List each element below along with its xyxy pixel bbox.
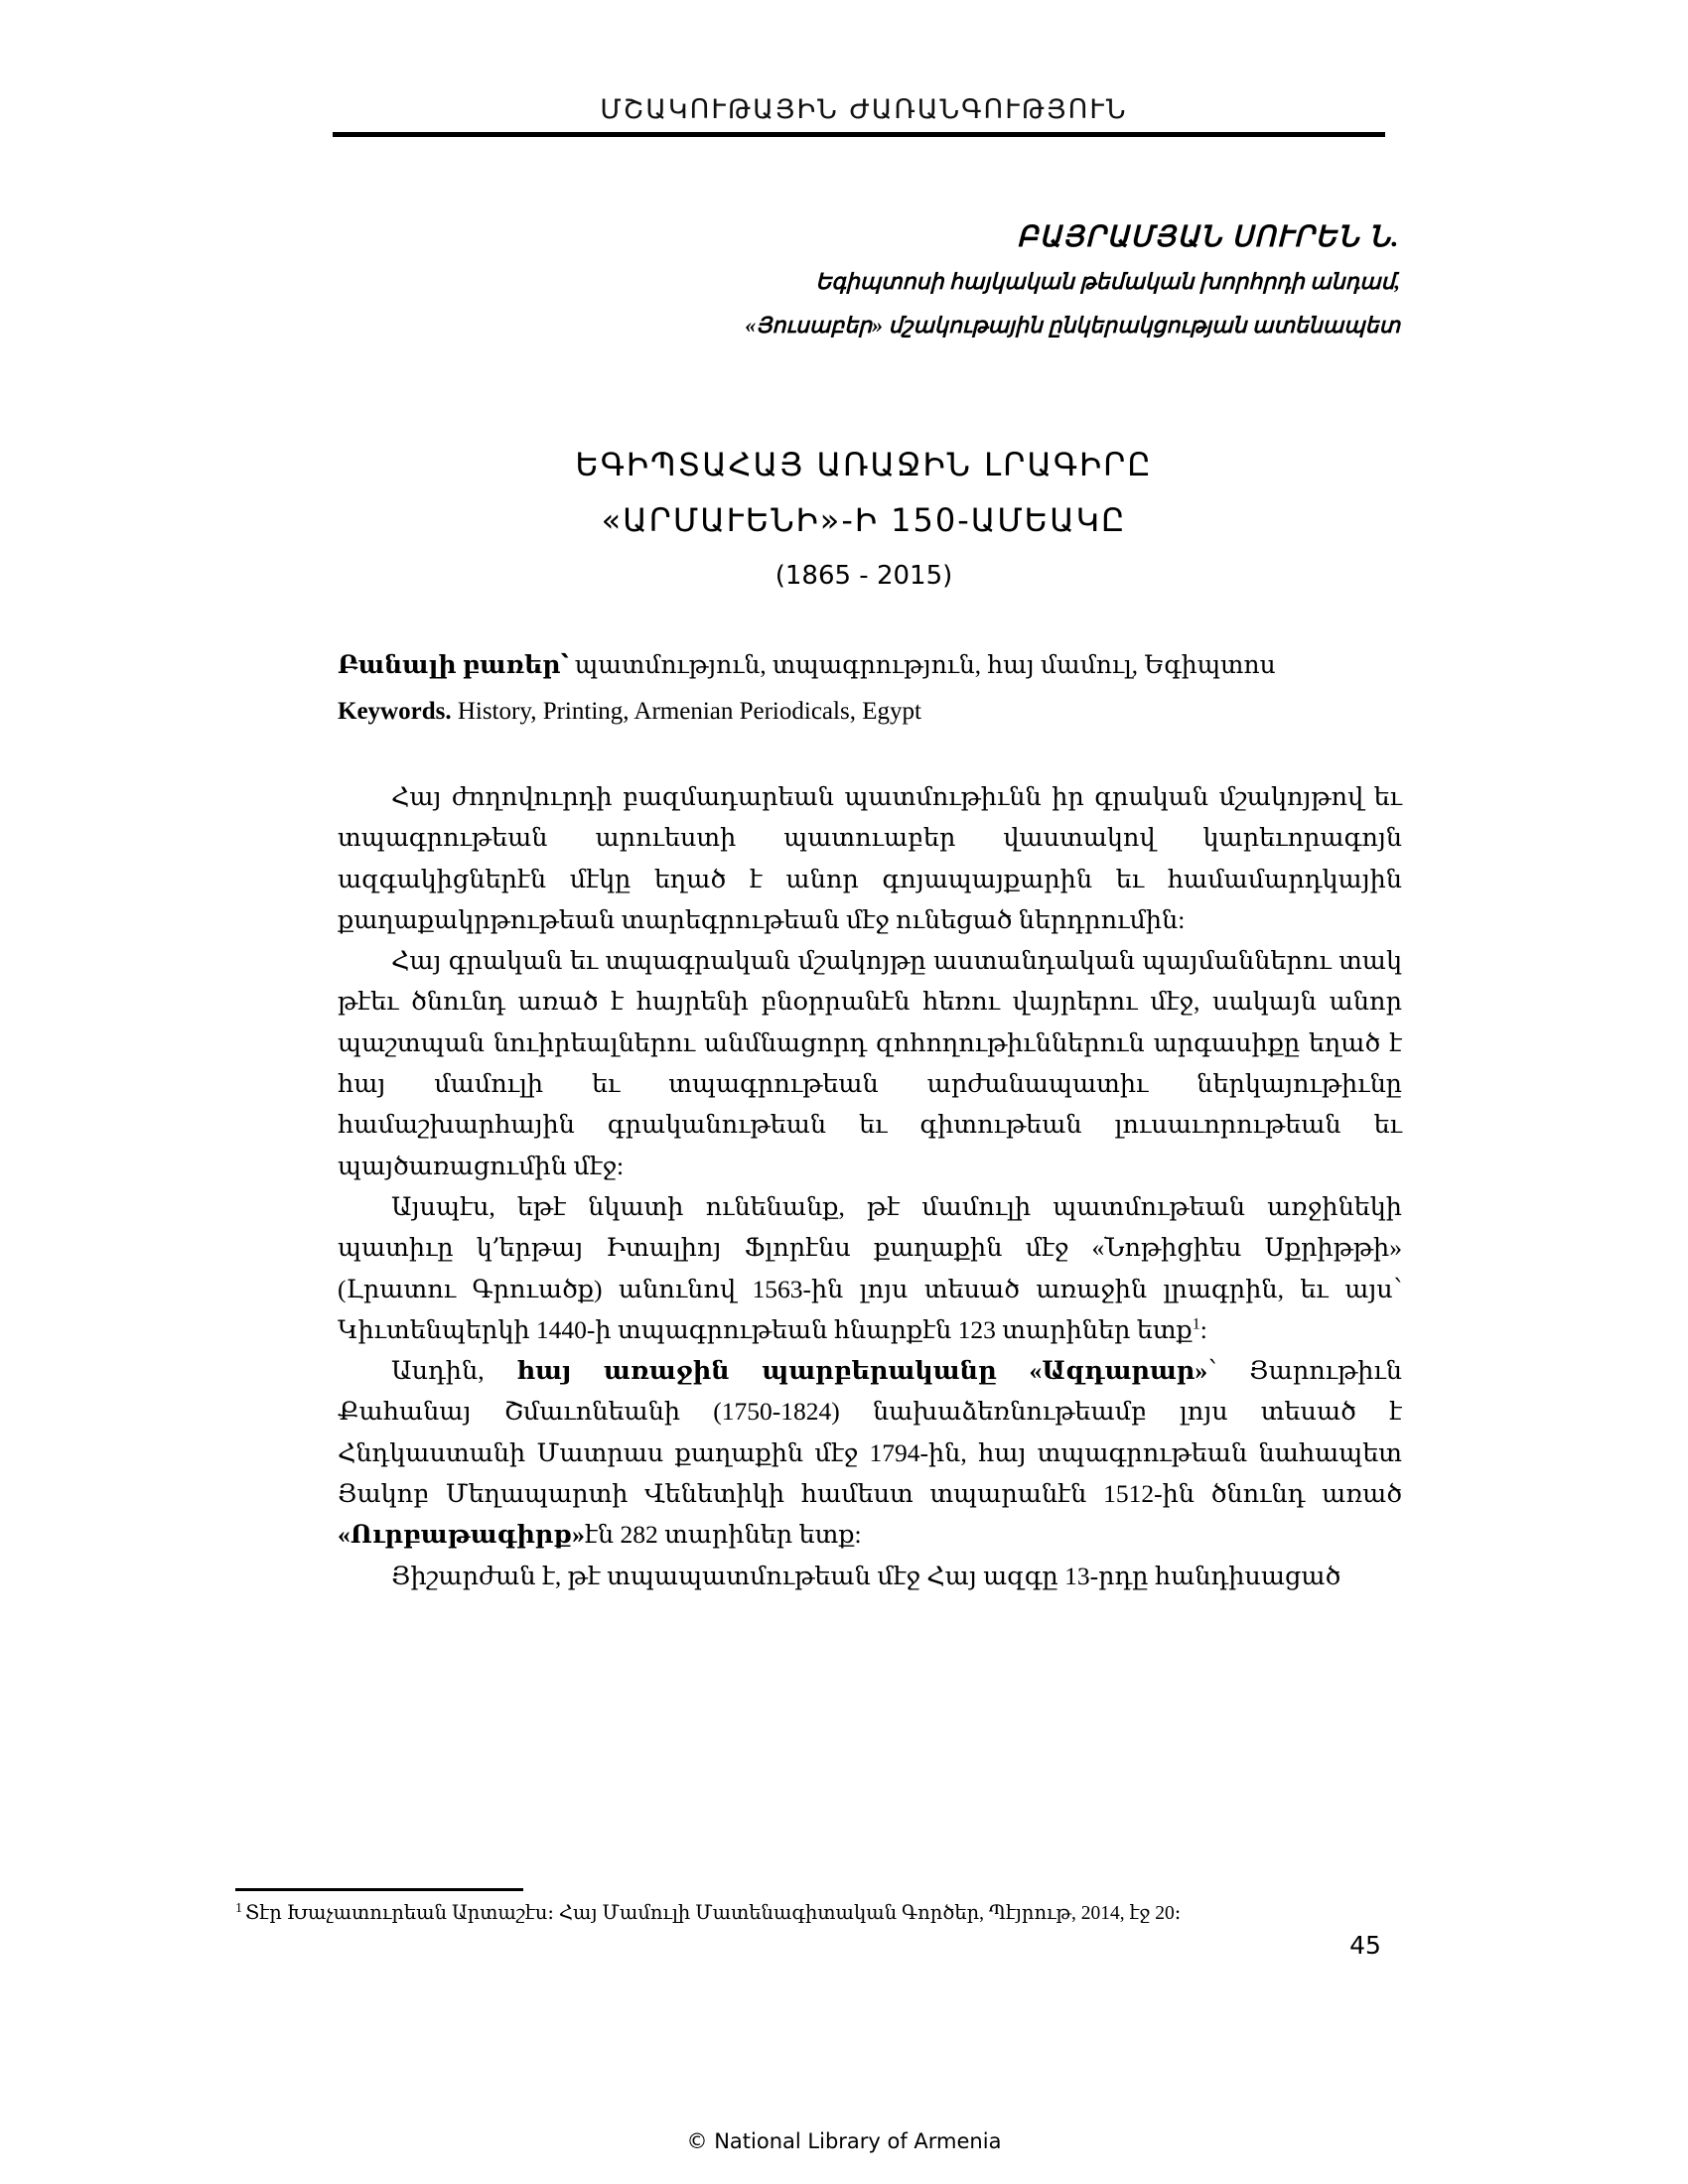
keywords-block [338, 643, 1405, 736]
author-affiliation-line-1: Եգիպտոսի հայկական թեմական խորհրդի անդամ, [815, 268, 1400, 294]
footnote-separator-rule [235, 1888, 523, 1891]
keywords-hy-line [338, 643, 1405, 689]
paragraph-4-text-c: էն 282 տարիներ ետք: [584, 1520, 862, 1550]
article-title-line-1: ԵԳԻՊՏԱՀԱՅ ԱՌԱՋԻՆ ԼՐԱԳԻՐԸ [575, 446, 1153, 483]
keywords-hy-label: Բանալի բառեր՝ [338, 652, 569, 679]
paragraph-3-text-a: Այսպէս, եթէ նկատի ունենանք, թէ մամուլի պատմութեան առջինեկի պատիւը կ՚երթայ Իտալիոյ Ֆլորէնս քաղաքին մէջ «Նոթիցիես Սքրիթթի» (Լրատու Գրուածք) անունով 1563-ին լոյս տեսած առաջին լրագրին, եւ այս՝ Կիւտենպերկի 1440-ի տպագրութեան հնարքէն 123 տարիներ ետք [338, 1191, 1402, 1344]
article-title-years: (1865 - 2015) [774, 561, 953, 591]
paragraph-4-bold-phrase: հայ առաջին պարբերականը «Ազդարար» [516, 1356, 1208, 1386]
author-block [328, 216, 1400, 347]
paragraph-3-text-b: : [1199, 1314, 1207, 1344]
footnote-reference-1[interactable]: 1 [1192, 1315, 1200, 1333]
paragraph-1: Հայ ժողովուրդի բազմադարեան պատմութիւնն իր գրական մշակոյթով եւ տպագրութեան արուեստի պատուաբեր վաստակով կարեւորագոյն ազգակիցներէն մէկը եղած է անոր գոյապայքարին եւ համամարդկային քաղաքակրթութեան տարեգրութեան մէջ ունեցած ներդրումին: [338, 782, 1402, 934]
footnote-text: Տէր Խաչատուրեան Արտաշէս։ Հայ Մամուլի Մատենագիտական Գործեր, Պէյրութ, 2014, էջ 20։ [245, 1903, 1182, 1924]
paragraph-4-text-a: Ասդին, [391, 1356, 517, 1386]
keywords-en-label: Keywords. [338, 698, 452, 726]
paragraph-5: Յիշարժան է, թէ տպապատմութեան մէջ Հայ ազգը 13-րդը հանդիսացած [391, 1561, 1341, 1590]
author-name: ԲԱՅՐԱՄՅԱՆ ՍՈՒՐԵՆ Ն. [1016, 221, 1400, 253]
body-text [338, 776, 1402, 1596]
paragraph-4-bold-phrase-2: «Ուրբաթագիրք» [338, 1520, 585, 1550]
running-head [328, 94, 1400, 133]
running-head-text: ՄՇԱԿՈՒԹԱՅԻՆ ԺԱՌԱՆԳՈՒԹՅՈՒՆ [600, 94, 1128, 125]
paragraph-4 [338, 1350, 1402, 1555]
page-footer-copyright: © National Library of Armenia [686, 2129, 1002, 2153]
paragraph-2: Հայ գրական եւ տպագրական մշակոյթը աստանդական պայմաններու տակ թէեւ ծնունդ առած է հայրենի բնօրրանէն հեռու վայրերու մէջ, սակայն անոր պաշտպան նուիրեալներու անմնացորդ զոհողութիւններուն արգասիքը եղած է հայ մամուլի եւ տպագրութեան արժանապատիւ ներկայութիւնը համաշխարհային գրականութեան եւ գիտութեան լուսաւորութեան եւ պայծառացումին մէջ: [338, 946, 1402, 1180]
keywords-hy-values: պատմություն, տպագրություն, հայ մամուլ, Եգիպտոս [568, 652, 1276, 679]
article-title [328, 437, 1400, 605]
running-head-rule [333, 132, 1385, 137]
keywords-en-values: History, Printing, Armenian Periodicals, Egypt [451, 698, 921, 726]
paragraph-4-text-b: ՝ Յարութիւն Քահանայ Շմաւոնեանի (1750-1824) նախաձեռնութեամբ լոյս տեսած է Հնդկաստանի Մատրաս քաղաքին մէջ 1794-ին, հայ տպագրութեան նահապետ Յակոբ Մեղապարտի Վենետիկի համեստ տպարանէն 1512-ին ծնունդ առած [338, 1356, 1402, 1509]
article-title-line-2: «ԱՐՄԱՒԵՆԻ»-Ի 150-ԱՄԵԱԿԸ [601, 501, 1127, 539]
author-affiliation-line-2: «Յուսաբեր» մշակութային ընկերակցության ատենապետ [745, 312, 1400, 338]
footnote-1 [235, 1900, 1347, 1927]
paragraph-3 [338, 1186, 1402, 1350]
keywords-en-line [338, 689, 1405, 735]
footnote-marker: 1 [235, 1900, 242, 1916]
page-number: 45 [1349, 1931, 1381, 1960]
